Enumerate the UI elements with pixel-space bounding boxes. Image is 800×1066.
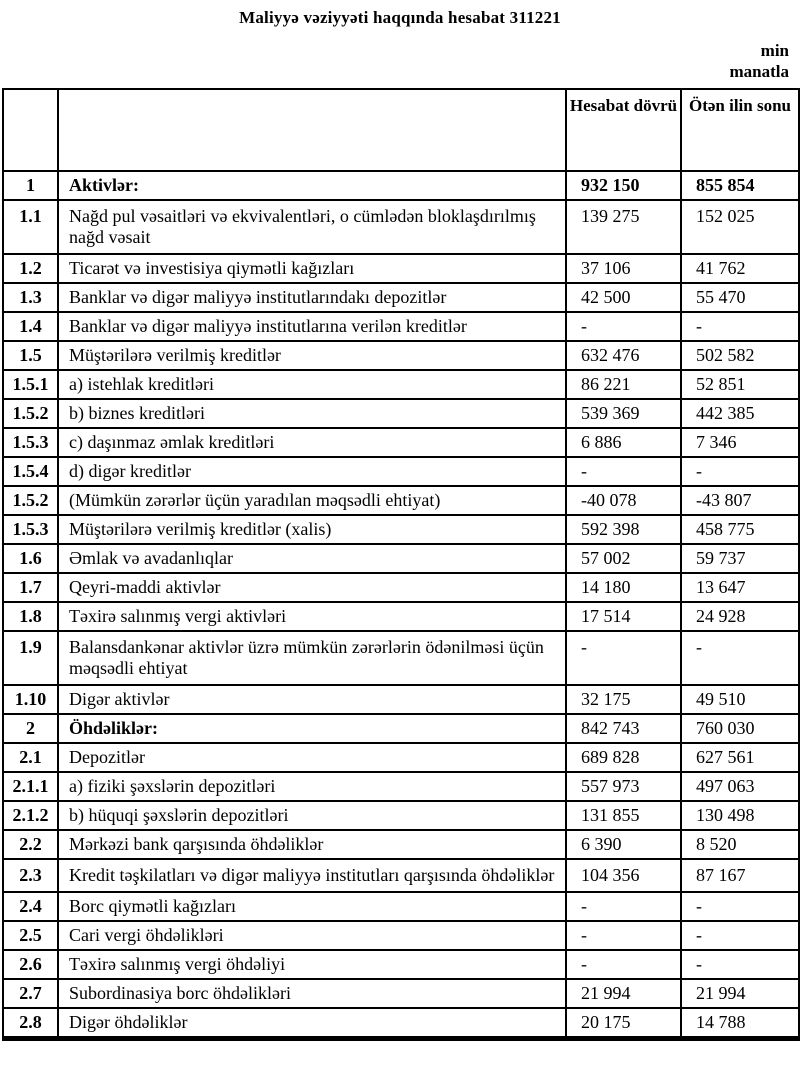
header-previous-period: Ötən ilin sonu [681,89,799,171]
row-label-cell: Müştərilərə verilmiş kreditlər (xalis) [58,515,566,544]
row-number-cell: 2 [3,714,58,743]
row-number-cell: 1.1 [3,200,58,254]
row-number-cell: 2.3 [3,859,58,892]
previous-period-cell: 152 025 [681,200,799,254]
row-number-cell: 1 [3,171,58,200]
row-number-cell: 2.2 [3,830,58,859]
previous-period-cell: 760 030 [681,714,799,743]
current-period-cell: 20 175 [566,1008,681,1039]
table-row [3,950,799,979]
previous-period-cell: 49 510 [681,685,799,714]
table-row [3,200,799,254]
row-number-cell: 2.7 [3,979,58,1008]
table-row [3,830,799,859]
current-period-cell: 689 828 [566,743,681,772]
current-period-cell: 14 180 [566,573,681,602]
previous-period-cell: 627 561 [681,743,799,772]
table-row [3,283,799,312]
row-label-cell: Öhdəliklər: [58,714,566,743]
balance-sheet-table [2,88,800,1041]
table-row [3,714,799,743]
current-period-cell: 592 398 [566,515,681,544]
previous-period-cell: - [681,631,799,685]
table-row [3,602,799,631]
unit-note-line1: min [760,41,789,60]
row-number-cell: 1.4 [3,312,58,341]
row-number-cell: 2.1.1 [3,772,58,801]
row-number-cell: 1.6 [3,544,58,573]
row-number-cell: 1.5.1 [3,370,58,399]
row-number-cell: 1.5.3 [3,428,58,457]
table-row [3,1008,799,1039]
previous-period-cell: 13 647 [681,573,799,602]
previous-period-cell: 8 520 [681,830,799,859]
current-period-cell: 104 356 [566,859,681,892]
row-label-cell: Balansdankənar aktivlər üzrə mümkün zərərlərin ödənilməsi üçün məqsədli ehtiyat [58,631,566,685]
previous-period-cell: 55 470 [681,283,799,312]
balance-table-body [3,171,799,1039]
current-period-cell: 632 476 [566,341,681,370]
table-row [3,171,799,200]
row-label-cell: Depozitlər [58,743,566,772]
table-row [3,979,799,1008]
previous-period-cell: 458 775 [681,515,799,544]
row-label-cell: b) hüquqi şəxslərin depozitləri [58,801,566,830]
page-title: Maliyyə vəziyyəti haqqında hesabat 311221 [239,8,561,27]
table-row [3,312,799,341]
previous-period-cell: 21 994 [681,979,799,1008]
current-period-cell: 139 275 [566,200,681,254]
row-label-cell: Subordinasiya borc öhdəlikləri [58,979,566,1008]
previous-period-cell: 24 928 [681,602,799,631]
row-number-cell: 1.8 [3,602,58,631]
row-label-cell: Aktivlər: [58,171,566,200]
current-period-cell: 842 743 [566,714,681,743]
current-period-cell: 6 390 [566,830,681,859]
table-row [3,515,799,544]
header-label-cell [58,89,566,171]
row-number-cell: 2.4 [3,892,58,921]
table-header-row [3,89,799,171]
row-label-cell: Banklar və digər maliyyə institutlarına verilən kreditlər [58,312,566,341]
previous-period-cell: - [681,892,799,921]
previous-period-cell: 14 788 [681,1008,799,1039]
row-number-cell: 1.5.2 [3,486,58,515]
previous-period-cell: - [681,457,799,486]
row-number-cell: 1.5.4 [3,457,58,486]
row-label-cell: c) daşınmaz əmlak kreditləri [58,428,566,457]
row-label-cell: Ticarət və investisiya qiymətli kağızları [58,254,566,283]
row-number-cell: 2.1 [3,743,58,772]
row-number-cell: 2.8 [3,1008,58,1039]
current-period-cell: - [566,892,681,921]
row-label-cell: Nağd pul vəsaitləri və ekvivalentləri, o cümlədən bloklaşdırılmış nağd vəsait [58,200,566,254]
table-row [3,573,799,602]
row-number-cell: 1.5.3 [3,515,58,544]
table-row [3,772,799,801]
row-label-cell: Banklar və digər maliyyə institutlarındakı depozitlər [58,283,566,312]
previous-period-cell: 59 737 [681,544,799,573]
table-row [3,457,799,486]
table-row [3,341,799,370]
row-label-cell: Digər öhdəliklər [58,1008,566,1039]
current-period-cell: - [566,312,681,341]
table-row [3,544,799,573]
row-number-cell: 2.6 [3,950,58,979]
row-number-cell: 1.7 [3,573,58,602]
table-row [3,859,799,892]
row-label-cell: Təxirə salınmış vergi aktivləri [58,602,566,631]
current-period-cell: 57 002 [566,544,681,573]
row-label-cell: Borc qiymətli kağızları [58,892,566,921]
current-period-cell: 37 106 [566,254,681,283]
row-number-cell: 1.9 [3,631,58,685]
current-period-cell: 932 150 [566,171,681,200]
row-label-cell: Qeyri-maddi aktivlər [58,573,566,602]
table-row [3,892,799,921]
row-label-cell: b) biznes kreditləri [58,399,566,428]
previous-period-cell: 130 498 [681,801,799,830]
current-period-cell: 86 221 [566,370,681,399]
current-period-cell: - [566,921,681,950]
current-period-cell: 21 994 [566,979,681,1008]
row-label-cell: Təxirə salınmış vergi öhdəliyi [58,950,566,979]
unit-note-line2: manatla [729,62,789,81]
table-row [3,399,799,428]
previous-period-cell: - [681,312,799,341]
row-label-cell: a) istehlak kreditləri [58,370,566,399]
previous-period-cell: 41 762 [681,254,799,283]
previous-period-cell: 7 346 [681,428,799,457]
table-row [3,631,799,685]
table-row [3,743,799,772]
row-label-cell: (Mümkün zərərlər üçün yaradılan məqsədli ehtiyat) [58,486,566,515]
header-current-period: Hesabat dövrü [566,89,681,171]
previous-period-cell: - [681,921,799,950]
row-label-cell: Kredit təşkilatları və digər maliyyə institutları qarşısında öhdəliklər [58,859,566,892]
table-row [3,428,799,457]
row-number-cell: 2.1.2 [3,801,58,830]
row-label-cell: d) digər kreditlər [58,457,566,486]
row-label-cell: Müştərilərə verilmiş kreditlər [58,341,566,370]
row-label-cell: Digər aktivlər [58,685,566,714]
table-row [3,921,799,950]
previous-period-cell: -43 807 [681,486,799,515]
table-row [3,801,799,830]
currency-unit-note [0,40,789,82]
current-period-cell: 539 369 [566,399,681,428]
current-period-cell: 131 855 [566,801,681,830]
current-period-cell: - [566,950,681,979]
previous-period-cell: 87 167 [681,859,799,892]
current-period-cell: 6 886 [566,428,681,457]
row-number-cell: 2.5 [3,921,58,950]
previous-period-cell: 52 851 [681,370,799,399]
current-period-cell: 557 973 [566,772,681,801]
row-number-cell: 1.2 [3,254,58,283]
previous-period-cell: 855 854 [681,171,799,200]
current-period-cell: - [566,457,681,486]
current-period-cell: - [566,631,681,685]
row-label-cell: Əmlak və avadanlıqlar [58,544,566,573]
row-number-cell: 1.10 [3,685,58,714]
row-label-cell: Mərkəzi bank qarşısında öhdəliklər [58,830,566,859]
table-row [3,685,799,714]
table-row [3,254,799,283]
table-row [3,486,799,515]
row-number-cell: 1.5.2 [3,399,58,428]
row-label-cell: a) fiziki şəxslərin depozitləri [58,772,566,801]
current-period-cell: 17 514 [566,602,681,631]
current-period-cell: 42 500 [566,283,681,312]
row-number-cell: 1.3 [3,283,58,312]
table-row [3,370,799,399]
previous-period-cell: 502 582 [681,341,799,370]
row-label-cell: Cari vergi öhdəlikləri [58,921,566,950]
previous-period-cell: 497 063 [681,772,799,801]
row-number-cell: 1.5 [3,341,58,370]
current-period-cell: 32 175 [566,685,681,714]
previous-period-cell: - [681,950,799,979]
previous-period-cell: 442 385 [681,399,799,428]
current-period-cell: -40 078 [566,486,681,515]
header-number-cell [3,89,58,171]
